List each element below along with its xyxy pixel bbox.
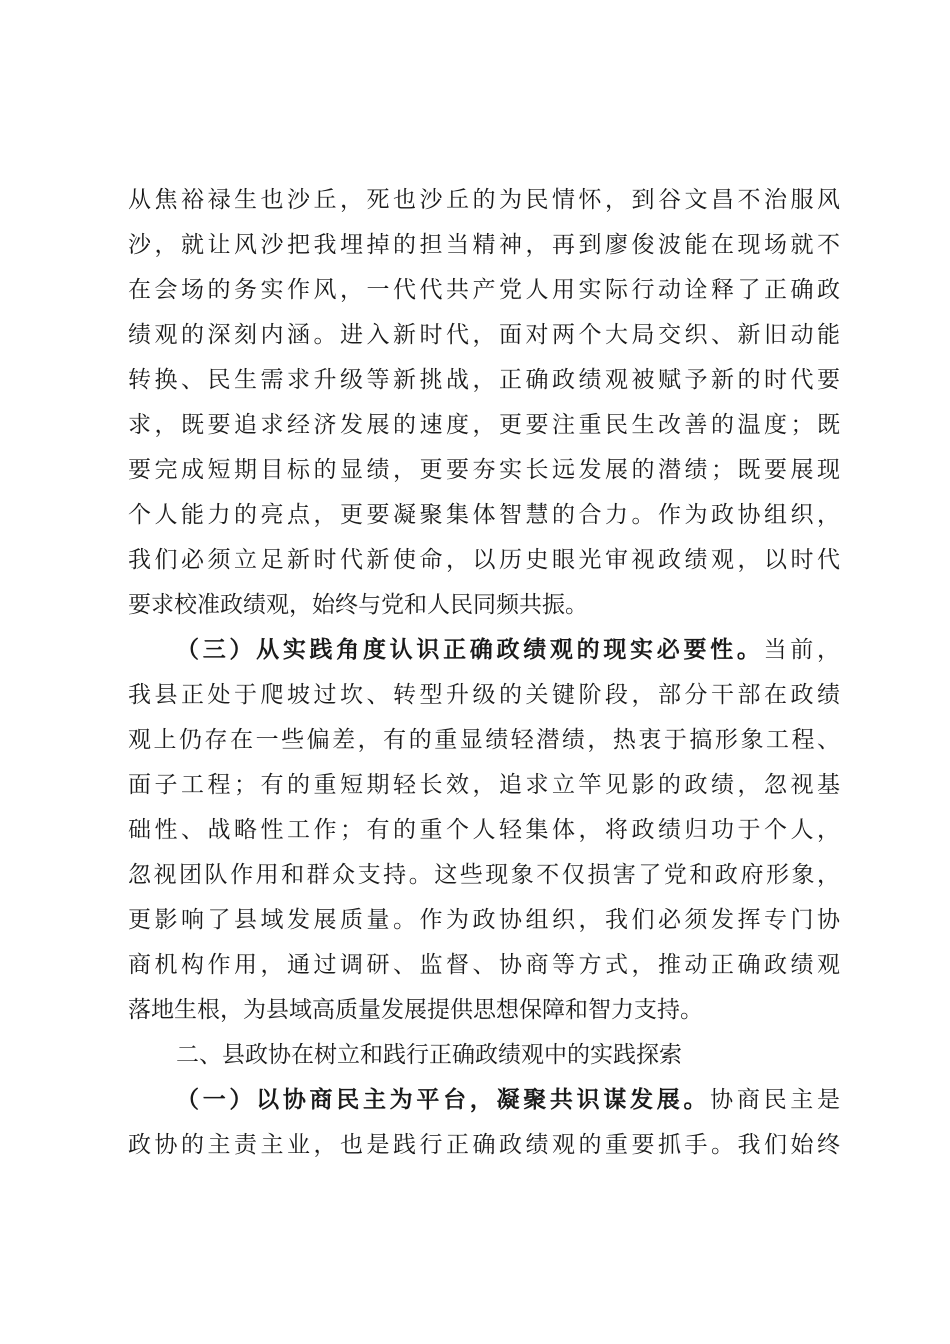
text-line: 观上仍存在一些偏差，有的重显绩轻潜绩，热衷于搞形象工程、 xyxy=(128,727,840,753)
text-line: 要求校准政绩观，始终与党和人民同频共振。 xyxy=(128,592,588,618)
paragraph-3 xyxy=(128,1078,840,1168)
subheading-lead: （三）从实践角度认识正确政绩观的现实必要性。 xyxy=(176,637,764,663)
text-line: 从焦裕禄生也沙丘，死也沙丘的为民情怀，到谷文昌不治服风 xyxy=(128,187,840,213)
text-line: 个人能力的亮点，更要凝聚集体智慧的合力。作为政协组织， xyxy=(128,502,840,528)
text-line: 我县正处于爬坡过坎、转型升级的关键阶段，部分干部在政绩 xyxy=(128,682,840,708)
subheading-lead: （一）以协商民主为平台，凝聚共识谋发展。 xyxy=(176,1087,711,1113)
paragraph-first-line xyxy=(128,628,840,673)
text-line: 商机构作用，通过调研、监督、协商等方式，推动正确政绩观 xyxy=(128,952,840,978)
text-line: 忽视团队作用和群众支持。这些现象不仅损害了党和政府形象， xyxy=(128,862,840,888)
text-line: 转换、民生需求升级等新挑战，正确政绩观被赋予新的时代要 xyxy=(128,367,840,393)
text-line: 落地生根，为县域高质量发展提供思想保障和智力支持。 xyxy=(128,997,703,1023)
text-line: 面子工程；有的重短期轻长效，追求立竿见影的政绩，忽视基 xyxy=(128,772,840,798)
paragraph-1 xyxy=(128,178,840,628)
text-line: 沙，就让风沙把我埋掉的担当精神，再到廖俊波能在现场就不 xyxy=(128,232,840,258)
text-line: 我们必须立足新时代新使命，以历史眼光审视政绩观，以时代 xyxy=(128,547,840,573)
text-line: 要完成短期目标的显绩，更要夯实长远发展的潜绩；既要展现 xyxy=(128,457,840,483)
text-run: 协商民主是 xyxy=(710,1087,841,1113)
paragraph-2 xyxy=(128,628,840,1033)
text-line: 政协的主责主业，也是践行正确政绩观的重要抓手。我们始终 xyxy=(128,1132,840,1158)
text-line: 绩观的深刻内涵。进入新时代，面对两个大局交织、新旧动能 xyxy=(128,322,840,348)
text-line: 更影响了县域发展质量。作为政协组织，我们必须发挥专门协 xyxy=(128,907,840,933)
text-line: 求，既要追求经济发展的速度，更要注重民生改善的温度；既 xyxy=(128,412,840,438)
body-text xyxy=(128,178,840,1168)
text-run: 当前， xyxy=(763,637,841,663)
text-line: 在会场的务实作风，一代代共产党人用实际行动诠释了正确政 xyxy=(128,277,840,303)
section-heading: 二、县政协在树立和践行正确政绩观中的实践探索 xyxy=(176,1042,682,1068)
text-line: 础性、战略性工作；有的重个人轻集体，将政绩归功于个人， xyxy=(128,817,840,843)
paragraph-first-line xyxy=(128,1078,840,1123)
